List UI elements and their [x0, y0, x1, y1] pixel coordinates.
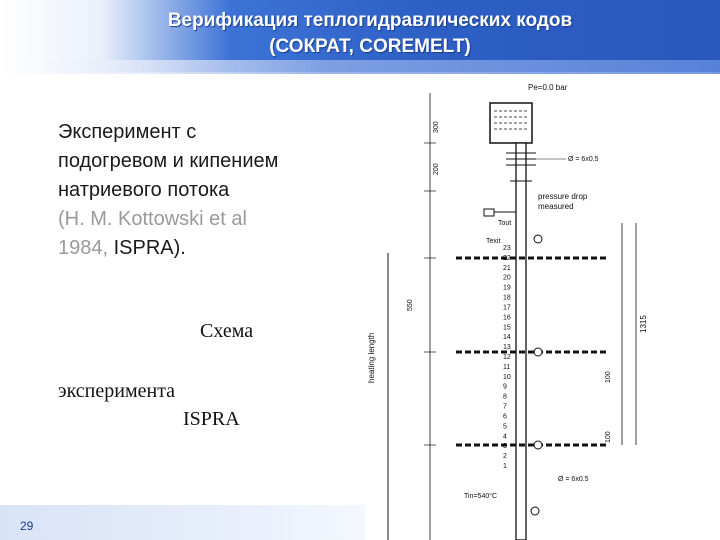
pipe-diameter-label: Ø = 6x0.5 [568, 156, 599, 163]
thermocouple-number: 23 [503, 245, 511, 252]
thermocouple-number: 3 [503, 443, 507, 451]
footer-bar [0, 505, 365, 540]
grid-marker-1 [534, 348, 542, 356]
slide-title [90, 8, 650, 60]
pressure-drop-label-2: measured [538, 202, 574, 211]
top-pressure-label: Pe=0.0 bar [528, 83, 568, 92]
citation-authors: H. M. Kottowski et al [64, 208, 247, 230]
dim-top-1: 300 [433, 121, 440, 133]
thermocouple-number: 11 [503, 363, 511, 371]
thermocouple-number: 18 [503, 294, 511, 302]
thermocouple-number: 1 [503, 463, 507, 470]
thermocouple-number: 13 [503, 344, 511, 352]
citation-year: 1984, [58, 237, 114, 259]
thermocouple-number: 6 [503, 413, 507, 421]
schema-caption-word1: Схема [200, 320, 254, 342]
thermocouple-numbers [503, 245, 511, 470]
tout-label: Tout [498, 220, 512, 227]
heating-length-label: heating length [367, 332, 376, 383]
title-bar-band [0, 60, 720, 74]
thermocouple-number: 12 [503, 354, 511, 361]
thermocouple-number: 9 [503, 383, 507, 391]
inlet-temperature-label: Tin=540°C [464, 493, 498, 500]
dim-low-1: 100 [605, 371, 612, 383]
slide-title-line2: (СОКРАТ, COREMELT) [269, 36, 471, 57]
schema-caption-word2: эксперимента [58, 380, 176, 402]
thermocouple-number: 20 [503, 274, 511, 282]
test-section-tube [516, 143, 526, 540]
thermocouple-number: 17 [503, 304, 511, 312]
citation-line-1 [58, 205, 348, 234]
thermocouple-number: 10 [503, 373, 511, 381]
spacer-grids [456, 258, 608, 445]
slide-title-line1: Верификация теплогидравлических кодов [167, 10, 573, 31]
tout-sensor [484, 209, 494, 216]
citation-line-2 [58, 234, 348, 263]
citation-open: ( [58, 208, 65, 230]
thermocouple-number: 8 [503, 393, 507, 401]
thermocouple-number: 5 [503, 423, 507, 431]
body-line-1: Эксперимент с [58, 121, 197, 143]
slide-body-text [58, 118, 348, 263]
citation-lab: ISPRA). [113, 237, 186, 259]
exit-thermocouple [534, 235, 542, 243]
inlet-marker [531, 507, 539, 515]
thermocouple-number: 4 [503, 433, 507, 441]
thermocouple-number: 22 [503, 254, 511, 262]
thermocouple-number: 16 [503, 314, 511, 322]
thermocouple-number: 7 [503, 403, 507, 411]
thermocouple-number: 21 [503, 264, 511, 272]
bottom-pipe-label: Ø = 6x0.5 [558, 476, 589, 483]
pressure-drop-label-1: pressure drop [538, 192, 588, 201]
dim-total: 1315 [639, 315, 648, 333]
grid-marker-2 [534, 441, 542, 449]
dim-low-2: 100 [605, 431, 612, 443]
thermocouple-number: 2 [503, 453, 507, 461]
thermocouple-number: 15 [503, 324, 511, 332]
texit-label: Texit [486, 238, 501, 245]
body-line-3: натриевого потока [58, 179, 230, 201]
dim-top-2: 200 [433, 163, 440, 175]
page-number: 29 [20, 519, 34, 533]
thermocouple-number: 19 [503, 284, 511, 292]
body-line-2: подогревом и кипением [58, 150, 279, 172]
schema-caption-word3: ISPRA [183, 408, 240, 430]
dim-mid: 550 [407, 299, 414, 311]
thermocouple-number: 14 [503, 334, 511, 342]
isprа-experiment-schematic [360, 83, 660, 540]
